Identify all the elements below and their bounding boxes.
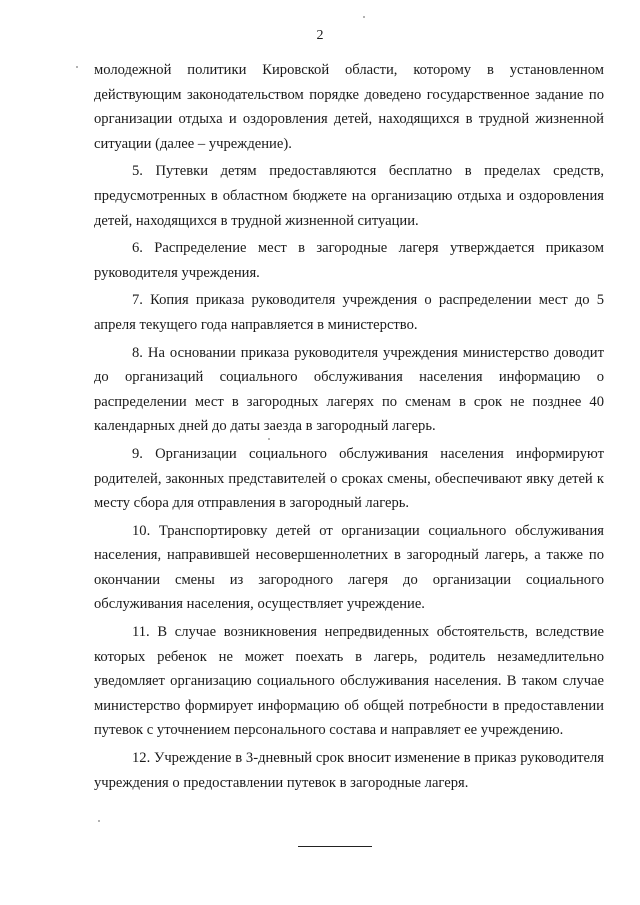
paragraph-item-12: 12. Учреждение в 3-дневный срок вносит изменение в приказ руководителя учреждения о предоставлении путевок в загородные лагеря. (94, 750, 604, 791)
scan-speck (363, 16, 365, 18)
paragraph-item-8: 8. На основании приказа руководителя учреждения министерство доводит до организаций социального обслуживания населения информацию о распределении мест в загородных лагерях по сменам в срок не позднее 40 календарных дней до даты заезда в загородный лагерь. (94, 344, 604, 435)
paragraph-item-5: 5. Путевки детям предоставляются бесплатно в пределах средств, предусмотренных в областном бюджете на организацию отдыха и оздоровления детей, находящихся в трудной жизненной ситуации. (94, 163, 604, 229)
scan-speck (268, 438, 270, 440)
paragraph-item-7: 7. Копия приказа руководителя учреждения о распределении мест до 5 апреля текущего года направляется в министерство. (94, 292, 604, 333)
paragraph-item-10: 10. Транспортировку детей от организации социального обслуживания населения, направившей несовершеннолетних в загородный лагерь, а также по окончании смены из загородного лагеря до организации социального обслуживания населения, осуществляет учреждение. (94, 522, 604, 613)
scan-speck (76, 66, 78, 68)
end-of-text-rule (298, 846, 372, 847)
paragraph-item-11: 11. В случае возникновения непредвиденных обстоятельств, вследствие которых ребенок не может поехать в лагерь, родитель незамедлительно уведомляет организацию социального обслуживания населения. В таком случае министерство формирует информацию об общей потребности в предоставлении путевок с уточнением персонального состава и направляет ее учреждению. (94, 624, 604, 739)
document-body (94, 58, 604, 798)
paragraph-continuation: молодежной политики Кировской области, которому в установленном действующим законодательством порядке доведено государственное задание по организации отдыха и оздоровления детей, находящихся в трудной жизненной ситуации (далее – учреждение). (94, 62, 604, 152)
scan-speck (98, 820, 100, 822)
paragraph-item-9: 9. Организации социального обслуживания населения информируют родителей, законных представителей о сроках смены, обеспечивают явку детей к месту сбора для отправления в загородный лагерь. (94, 445, 604, 512)
paragraph-item-6: 6. Распределение мест в загородные лагеря утверждается приказом руководителя учреждения. (94, 240, 604, 281)
page-number: 2 (316, 28, 324, 43)
